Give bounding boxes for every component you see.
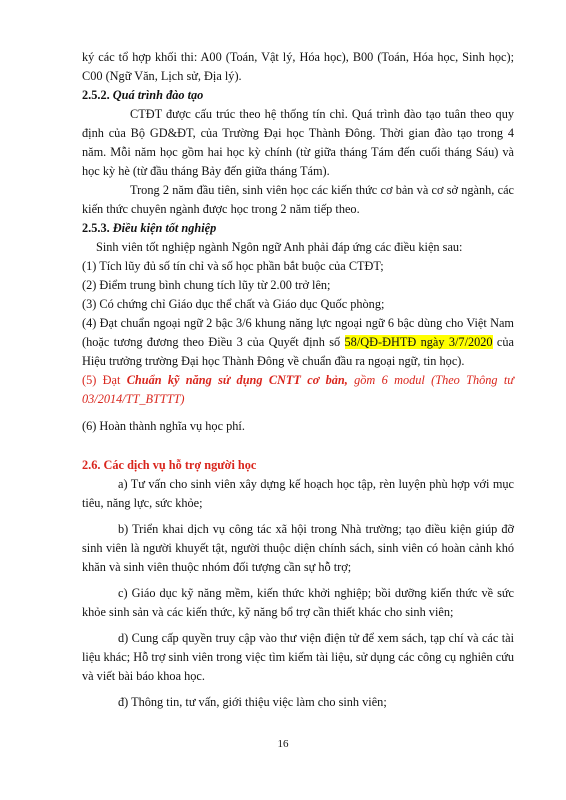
service-item-dd: đ) Thông tin, tư vấn, giới thiệu việc làm cho sinh viên; — [118, 695, 387, 709]
heading-number: 2.5.3. — [82, 221, 110, 235]
paragraph-first-years: Trong 2 năm đầu tiên, sinh viên học các kiến thức cơ bản và cơ sở ngành, các kiến thức chuyên ngành được học trong 2 năm tiếp theo. — [82, 183, 514, 216]
document-page — [82, 48, 514, 719]
service-item-c: c) Giáo dục kỹ năng mềm, kiến thức khởi nghiệp; bồi dưỡng kiến thức về sức khỏe sinh sản và các kiến thức, kỹ năng bổ trợ cần thiết khác cho sinh viên; — [82, 586, 514, 619]
condition-2: (2) Điểm trung bình chung tích lũy từ 2.00 trở lên; — [82, 278, 331, 292]
service-item-a: a) Tư vấn cho sinh viên xây dựng kế hoạch học tập, rèn luyện phù hợp với mục tiêu, năng lực, sức khỏe; — [82, 477, 514, 510]
service-item-d: d) Cung cấp quyền truy cập vào thư viện điện tử để xem sách, tạp chí và các tài liệu khác; Hỗ trợ sinh viên trong việc tìm kiếm tài liệu, sử dụng các công cụ nghiên cứu và viết bài báo khoa học. — [82, 631, 515, 683]
intro-paragraph: ký các tổ hợp khối thi: A00 (Toán, Vật lý, Hóa học), B00 (Toán, Hóa học, Sinh học); C00 (Ngữ Văn, Lịch sử, Địa lý). — [82, 50, 514, 83]
paragraph-structure: CTĐT được cấu trúc theo hệ thống tín chỉ. Quá trình đào tạo tuân theo quy định của Bộ GD&ĐT, của Trường Đại học Thành Đông. Thời gian đào tạo trong 4 năm. Mỗi năm học gồm hai học kỳ chính (từ giữa tháng Tám đến cuối tháng Sáu) và học kỳ hè (từ đầu tháng Bảy đến giữa tháng Tám). — [82, 107, 514, 178]
heading-2-5-2 — [82, 86, 514, 105]
spacer — [82, 436, 514, 456]
condition-5-text-b: gồm 6 modul (Theo Thông tư 03/2014/TT_BTTTT) — [82, 373, 514, 406]
condition-4-text-a: (4) Đạt chuẩn ngoại ngữ 2 bậc 3/6 khung năng lực ngoại ngữ 6 bậc dùng cho Việt Nam (hoặc tương đương theo Điều 3 của Quyết định số — [82, 316, 514, 349]
heading-2-5-3 — [82, 219, 514, 238]
decision-reference-highlight: 58/QĐ-ĐHTĐ ngày 3/7/2020 — [344, 335, 493, 349]
heading-title: Điều kiện tốt nghiệp — [112, 221, 217, 235]
condition-5-bold: Chuẩn kỹ năng sử dụng CNTT cơ bản, — [126, 373, 348, 387]
condition-6: (6) Hoàn thành nghĩa vụ học phí. — [82, 419, 245, 433]
services-list — [82, 475, 514, 712]
condition-4 — [82, 314, 514, 371]
service-item-b: b) Triển khai dịch vụ công tác xã hội trong Nhà trường; tạo điều kiện giúp đỡ sinh viên là người khuyết tật, người thuộc diện chính sách, sinh viên có hoàn cảnh khó khăn và sinh viên thuộc nhóm đối tượng cần sự hỗ trợ; — [82, 522, 514, 574]
heading-number: 2.5.2. — [82, 88, 110, 102]
conditions-intro: Sinh viên tốt nghiệp ngành Ngôn ngữ Anh phải đáp ứng các điều kiện sau: — [96, 240, 463, 254]
heading-2-6: 2.6. Các dịch vụ hỗ trợ người học — [82, 458, 257, 472]
condition-3: (3) Có chứng chỉ Giáo dục thể chất và Giáo dục Quốc phòng; — [82, 297, 385, 311]
page-number: 16 — [277, 738, 289, 750]
condition-1: (1) Tích lũy đủ số tín chỉ và số học phần bắt buộc của CTĐT; — [82, 259, 384, 273]
condition-5-text-a: (5) Đạt — [82, 373, 127, 387]
condition-5 — [82, 371, 514, 409]
heading-title: Quá trình đào tạo — [112, 88, 204, 102]
condition-4-text-b: của Hiệu trưởng trường Đại học Thành Đông về chuẩn đầu ra ngoại ngữ, tin học). — [82, 335, 514, 368]
